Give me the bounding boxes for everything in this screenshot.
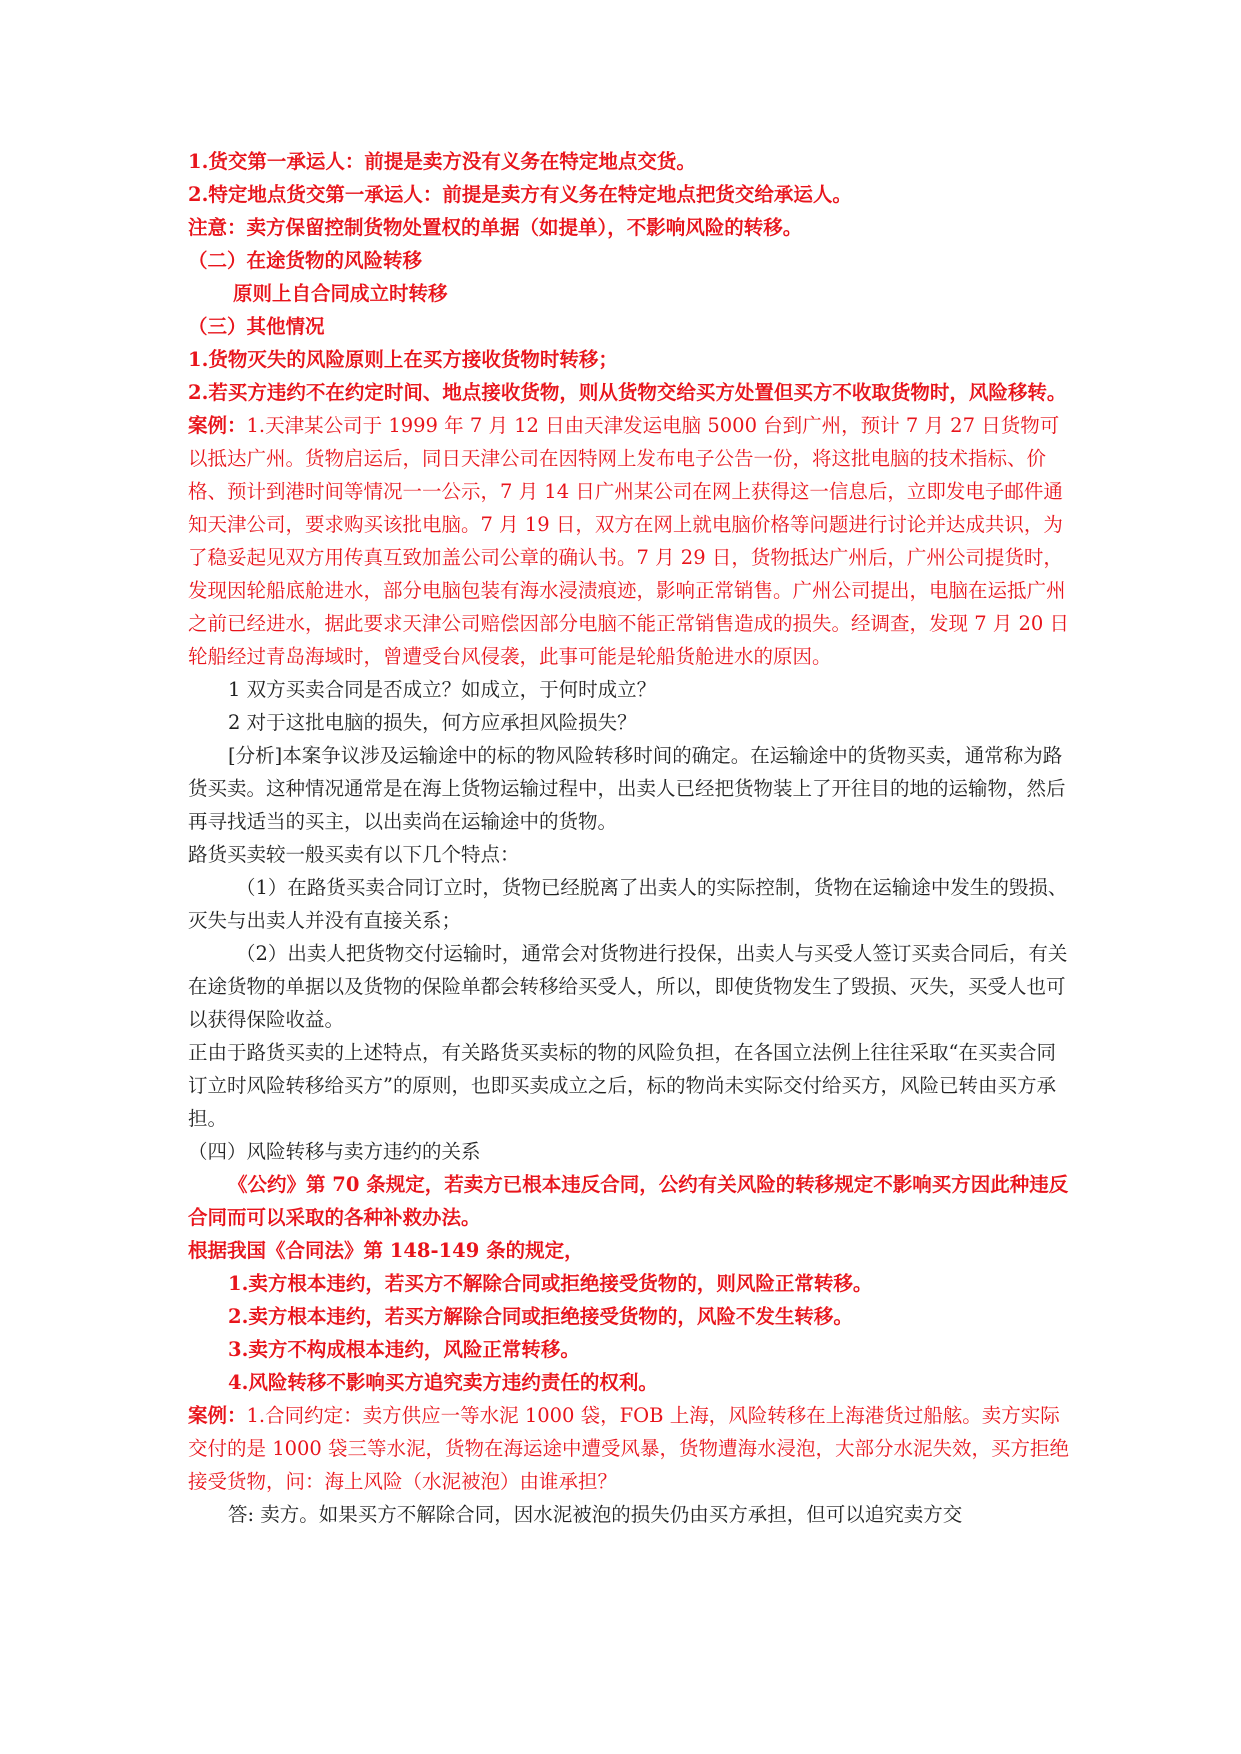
case-1-question-1: 1 双方买卖合同是否成立？如成立，于何时成立？ <box>228 678 657 701</box>
section-2-principle: 原则上自合同成立时转移 <box>233 282 448 305</box>
case-2-answer: 答: 卖方。如果买方不解除合同，因水泥被泡的损失仍由买方承担，但可以追究卖方交 <box>228 1503 963 1526</box>
feature-2: （2）出卖人把货物交付运输时，通常会对货物进行投保，出卖人与买受人签订买卖合同后，有关在途货物的单据以及货物的保险单都会转移给买受人，所以，即使货物发生了毁损、灭失，买受人也可以获得保险收益。 <box>188 942 1068 1031</box>
section-3-item-1: 1.货物灭失的风险原则上在买方接收货物时转移； <box>188 348 618 371</box>
section-3-item-2: 2.若买方违约不在约定时间、地点接收货物，则从货物交给买方处置但买方不收取货物时，风险移转。 <box>188 381 1067 404</box>
case-1-text: 1.天津某公司于 1999 年 7 月 12 日由天津发运电脑 5000 台到广州，预计 7 月 27 日货物可以抵达广州。货物启运后，同日天津公司在因特网上发布电子公告一份，将这批电脑的技术指标、价格、预计到港时间等情况一一公示，7 月 14 日广州某公司在网上获得这一信息后，立即发电子邮件通知天津公司，要求购买该批电脑。7 月 19 日，双方在网上就电脑价格等问题进行讨论并达成共识，为了稳妥起见双方用传真互致加盖公司公章的确认书。7 月 29 日，货物抵达广州后，广州公司提货时，发现因轮船底舱进水，部分电脑包装有海水浸渍痕迹，影响正常销售。广州公司提出，电脑在运抵广州之前已经进水，据此要求天津公司赔偿因部分电脑不能正常销售造成的损失。经调查，发现 7 月 20 日轮船经过青岛海域时，曾遭受台风侵袭，此事可能是轮船货舱进水的原因。 <box>188 414 1070 668</box>
section-3-heading: （三）其他情况 <box>188 315 325 338</box>
feature-1: （1）在路货买卖合同订立时，货物已经脱离了出卖人的实际控制，货物在运输途中发生的毁损、灭失与出卖人并没有直接关系； <box>188 876 1068 932</box>
features-conclusion: 正由于路货买卖的上述特点，有关路货买卖标的物的风险负担，在各国立法例上往往采取“在买卖合同订立时风险转移给买方”的原则，也即买卖成立之后，标的物尚未实际交付给买方，风险已转由买方承担。 <box>188 1041 1056 1130</box>
rule-1: 1.货交第一承运人：前提是卖方没有义务在特定地点交货。 <box>188 150 696 173</box>
contract-law-item-2: 2.卖方根本违约，若买方解除合同或拒绝接受货物的，风险不发生转移。 <box>228 1305 853 1328</box>
case-1-label: 案例： <box>188 414 247 437</box>
rule-note: 注意：卖方保留控制货物处置权的单据（如提单），不影响风险的转移。 <box>188 216 803 239</box>
contract-law-item-1: 1.卖方根本违约，若买方不解除合同或拒绝接受货物的，则风险正常转移。 <box>228 1272 873 1295</box>
case-1-paragraph <box>188 409 1071 673</box>
case-1-analysis: [分析]本案争议涉及运输途中的标的物风险转移时间的确定。在运输途中的货物买卖，通常称为路货买卖。这种情况通常是在海上货物运输过程中，出卖人已经把货物装上了开往目的地的运输物，然后再寻找适当的买主，以出卖尚在运输途中的货物。 <box>188 744 1066 833</box>
section-4-heading: （四）风险转移与卖方违约的关系 <box>188 1140 481 1163</box>
rule-2: 2.特定地点货交第一承运人：前提是卖方有义务在特定地点把货交给承运人。 <box>188 183 852 206</box>
contract-law-intro: 根据我国《合同法》第 148-149 条的规定， <box>188 1239 584 1262</box>
case-2-label: 案例： <box>188 1404 247 1427</box>
convention-article-70: 《公约》第 70 条规定，若卖方已根本违反合同，公约有关风险的转移规定不影响买方因此种违反合同而可以采取的各种补救办法。 <box>188 1173 1069 1229</box>
case-2-paragraph <box>188 1399 1071 1498</box>
contract-law-item-3: 3.卖方不构成根本违约，风险正常转移。 <box>228 1338 580 1361</box>
case-1-question-2: 2 对于这批电脑的损失，何方应承担风险损失？ <box>228 711 637 734</box>
case-2-text: 1.合同约定：卖方供应一等水泥 1000 袋，FOB 上海，风险转移在上海港货过船舷。卖方实际交付的是 1000 袋三等水泥，货物在海运途中遭受风暴，货物遭海水浸泡，大部分水泥失效，买方拒绝接受货物，问：海上风险（水泥被泡）由谁承担？ <box>188 1404 1070 1493</box>
section-2-heading: （二）在途货物的风险转移 <box>188 249 423 272</box>
features-intro: 路货买卖较一般买卖有以下几个特点： <box>188 843 520 866</box>
contract-law-item-4: 4.风险转移不影响买方追究卖方违约责任的权利。 <box>228 1371 658 1394</box>
